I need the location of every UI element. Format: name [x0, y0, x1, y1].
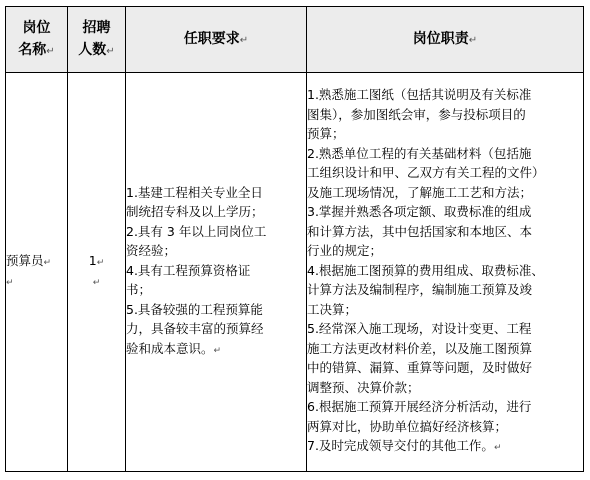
paragraph-mark-icon: ↵: [6, 277, 14, 288]
duty-line: 中的错算、漏算、重算等问题，及时做好: [307, 360, 533, 376]
cell-position-name: [6, 73, 68, 472]
requirement-line-last: [126, 339, 306, 362]
duty-line: 两算对比，协助单位搞好经济核算；: [307, 418, 508, 434]
cell-duties: [307, 73, 584, 472]
paragraph-mark-icon: ↵: [96, 258, 105, 268]
duty-line-last: [307, 436, 583, 459]
duty-line: 和计算方法，其中包括国家和本地区、本: [307, 223, 533, 239]
duty-line: 1.熟悉施工图纸（包括其说明及有关标准: [307, 87, 532, 103]
duty-line: 施工方法更改材料价差，以及施工图预算: [307, 340, 533, 356]
paragraph-mark-icon: ↵: [468, 34, 478, 46]
cell-requirements: [126, 73, 307, 472]
duty-line: 2.熟悉单位工程的有关基础材料（包括施: [307, 145, 532, 161]
paragraph-mark-icon: ↵: [493, 443, 502, 454]
requirement-line: 4.具有工程预算资格证: [126, 262, 251, 278]
header-position-name-line1: 岗位: [22, 19, 51, 36]
header-hiring-count: [68, 7, 126, 73]
requirement-line: 书；: [126, 282, 152, 298]
header-position-name-line2-wrap: [6, 39, 67, 63]
hiring-count-wrap: [68, 251, 125, 274]
header-duties-label: 岗位职责: [412, 30, 469, 47]
requirement-line: 2.具有 3 年以上同岗位工: [126, 223, 267, 239]
paragraph-mark-icon: ↵: [213, 345, 222, 356]
requirement-line: 5.具备较强的工程预算能: [126, 301, 263, 317]
paragraph-mark-icon: ↵: [46, 45, 55, 57]
header-hiring-count-line2: 人数: [78, 41, 107, 58]
paragraph-mark-icon: ↵: [106, 45, 115, 57]
duty-line: 计算方法及编制程序，编制施工预算及竣: [307, 282, 533, 298]
duty-line: 工决算；: [307, 301, 358, 317]
hiring-count: 1: [88, 253, 97, 268]
duty-line: 及施工现场情况，了解施工工艺和方法；: [307, 184, 533, 200]
duty-line: 4.根据施工图预算的费用组成、取费标准、: [307, 262, 544, 278]
requirement-line: 1.基建工程相关专业全日: [126, 184, 263, 200]
position-name-wrap: [6, 251, 67, 274]
job-posting-table: [5, 6, 584, 472]
duty-line: 调整预、决算价款；: [307, 379, 420, 395]
duty-line: 图集），参加图纸会审，参与投标项目的: [307, 106, 526, 122]
requirement-line: 资经验；: [126, 243, 177, 259]
paragraph-mark-icon: ↵: [43, 258, 52, 268]
header-row: [6, 7, 584, 73]
header-requirements-label: 任职要求: [183, 30, 240, 47]
header-hiring-count-line1: 招聘: [82, 19, 111, 36]
duty-line: 行业的规定；: [307, 243, 383, 259]
requirement-line: 制统招专科及以上学历；: [126, 204, 264, 220]
header-requirements: [126, 7, 307, 73]
paragraph-mark-icon: ↵: [239, 34, 249, 46]
duty-line: 工组织设计和甲、乙双方有关工程的文件）: [307, 165, 545, 181]
header-position-name-line2: 名称: [18, 41, 47, 58]
duty-line: 5.经常深入施工现场，对设计变更、工程: [307, 321, 532, 337]
header-position-name: [6, 7, 68, 73]
table-row: [6, 73, 584, 472]
header-hiring-count-line2-wrap: [68, 39, 125, 63]
duty-line: 7.及时完成领导交付的其他工作。: [307, 438, 494, 454]
duty-line: 3.掌握并熟悉各项定额、取费标准的组成: [307, 204, 532, 220]
paragraph-mark-icon: ↵: [92, 277, 101, 288]
duty-line: 6.根据施工预算开展经济分析活动，进行: [307, 399, 532, 415]
requirement-line: 力，具备较丰富的预算经: [126, 321, 264, 337]
position-name: 预算员: [6, 253, 44, 268]
requirement-line: 验和成本意识。: [126, 340, 214, 356]
cell-hiring-count: [68, 73, 126, 472]
duty-line: 预算；: [307, 126, 345, 142]
header-duties: [307, 7, 584, 73]
